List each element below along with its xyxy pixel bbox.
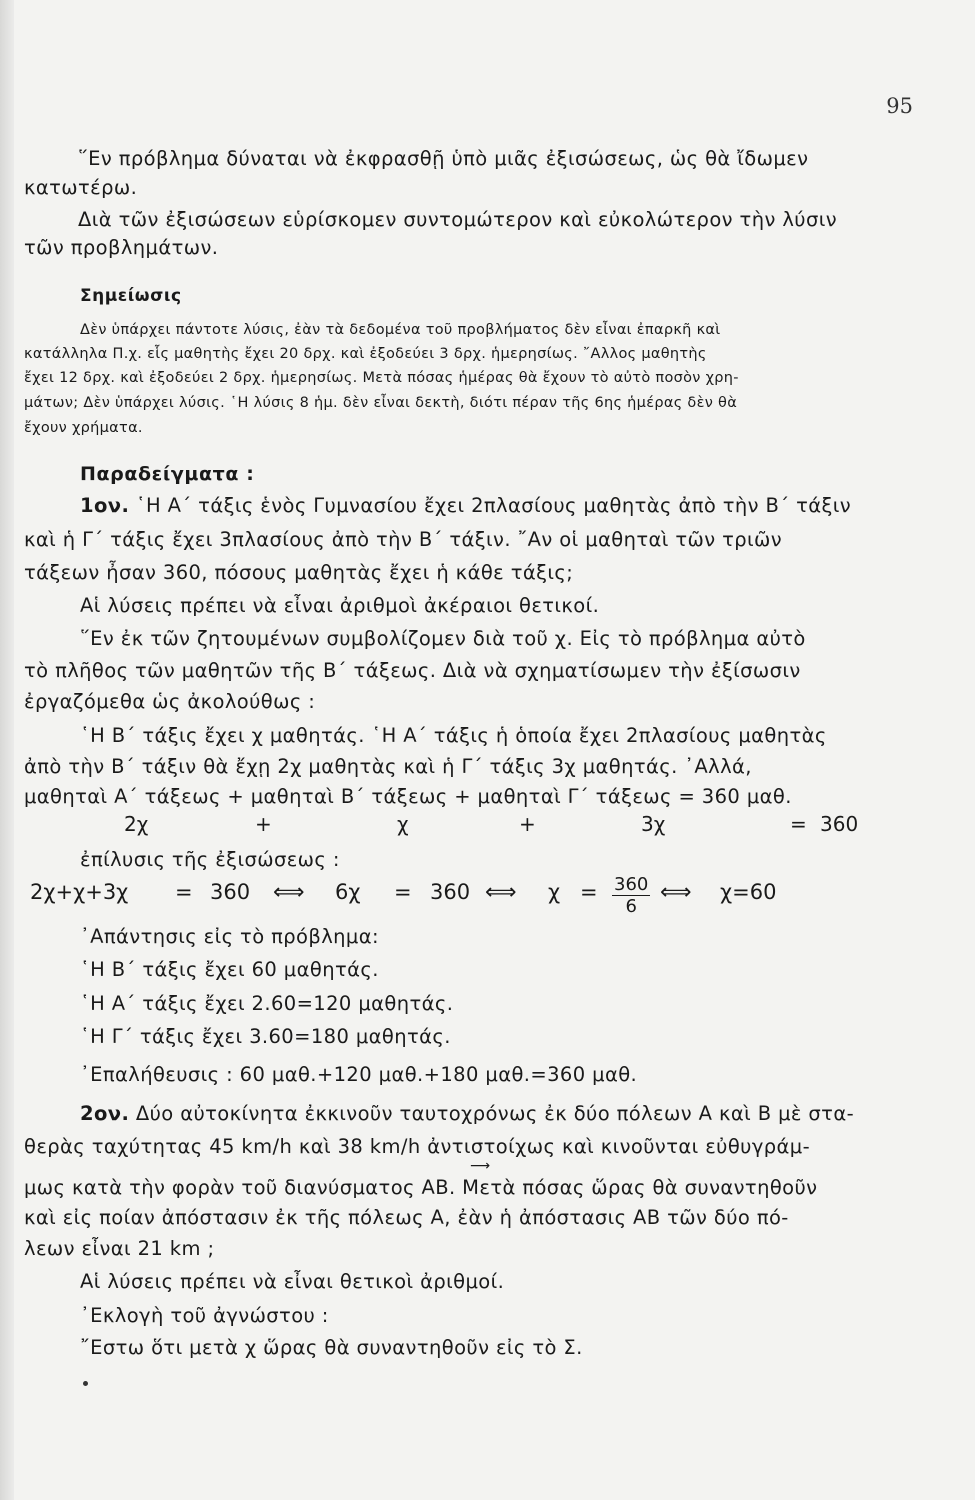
example-1-line-9: ἀπὸ τὴν Β΄ τάξιν θὰ ἔχῃ 2χ μαθητὰς καὶ ἡ Γ΄ τάξις 3χ μαθητάς. ᾿Αλλά, — [24, 755, 752, 778]
answer-line-c: ῾Η Γ΄ τάξις ἔχει 3.60=180 μαθητάς. — [80, 1025, 451, 1048]
solve-eq-1: = — [175, 880, 193, 904]
eq-term-2x: 2χ — [124, 812, 149, 836]
example-2-line-4: καὶ εἰς ποίαν ἀπόστασιν ἐκ τῆς πόλεως Α, ἐὰν ἡ ἀπόστασις ΑΒ τῶν δύο πό- — [24, 1206, 789, 1229]
page-number: 95 — [886, 94, 913, 118]
example-1-label: 1ον. — [80, 494, 130, 517]
eq-term-x: χ — [397, 812, 409, 836]
equiv-arrow-1: ⟺ — [273, 880, 305, 905]
example-1-line-3: τάξεων ἦσαν 360, πόσους μαθητὰς ἔχει ἡ κάθε τάξις; — [24, 561, 574, 584]
example-2-line-8: ῎Εστω ὅτι μετὰ χ ὥρας θὰ συναντηθοῦν εἰς τὸ Σ. — [80, 1336, 583, 1359]
eq-value-360: 360 — [820, 812, 859, 836]
answer-line-a: ῾Η Α΄ τάξις ἔχει 2.60=120 μαθητάς. — [80, 992, 454, 1015]
answer-heading: ᾿Απάντησις εἰς τὸ πρόβλημα: — [80, 925, 379, 948]
equation-row — [30, 812, 920, 852]
note-line-4: μάτων; Δὲν ὑπάρχει λύσις. ῾Η λύσις 8 ἡμ. δὲν εἶναι δεκτὴ, διότι πέραν τῆς 6ης ἡμέρας δὲν θὰ — [24, 395, 738, 411]
solve-eq-2: = — [394, 880, 412, 904]
solve-360-2: 360 — [430, 880, 471, 904]
eq-plus-1: + — [255, 812, 272, 836]
vector-arrow-icon: ⟶ — [470, 1158, 491, 1174]
solve-eq-3: = — [580, 880, 598, 904]
solve-6x: 6χ — [335, 880, 361, 904]
note-line-1: Δὲν ὑπάρχει πάντοτε λύσις, ἐὰν τὰ δεδομένα τοῦ προβλήματος δὲν εἶναι ἐπαρκῆ καὶ — [80, 322, 721, 338]
verification-line: ᾿Επαλήθευσις : 60 μαθ.+120 μαθ.+180 μαθ.=360 μαθ. — [80, 1063, 638, 1086]
stray-dot — [83, 1381, 88, 1386]
fraction-denominator: 6 — [625, 896, 637, 917]
example-1-line-7: ἐργαζόμεθα ὡς ἀκολούθως : — [24, 690, 316, 713]
note-heading: Σημείωσις — [80, 286, 182, 306]
solve-result: χ=60 — [720, 880, 777, 904]
answer-line-b: ῾Η Β΄ τάξις ἔχει 60 μαθητάς. — [80, 958, 379, 981]
example-1-line-5: ῞Εν ἐκ τῶν ζητουμένων συμβολίζομεν διὰ τοῦ χ. Εἰς τὸ πρόβλημα αὐτὸ — [80, 627, 806, 650]
example-2-line-6: Αἱ λύσεις πρέπει νὰ εἶναι θετικοὶ ἀριθμοί. — [80, 1270, 505, 1293]
example-1-line-2: καὶ ἡ Γ΄ τάξις ἔχει 3πλασίους ἀπὸ τὴν Β΄ τάξιν. ῎Αν οἱ μαθηταὶ τῶν τριῶν — [24, 528, 783, 551]
example-1-line-10: μαθηταὶ Α΄ τάξεως + μαθηταὶ Β΄ τάξεως + μαθηταὶ Γ΄ τάξεως = 360 μαθ. — [24, 785, 792, 808]
intro-line-3: Διὰ τῶν ἐξισώσεων εὑρίσκομεν συντομώτερον καὶ εὐκολώτερον τὴν λύσιν — [78, 208, 838, 231]
eq-term-3x: 3χ — [641, 812, 666, 836]
equiv-arrow-2: ⟺ — [485, 880, 517, 905]
example-1-line-4: Αἱ λύσεις πρέπει νὰ εἶναι ἀριθμοὶ ἀκέραιοι θετικοί. — [80, 594, 600, 617]
solve-x: χ — [548, 880, 561, 904]
example-2-line-7: ᾿Εκλογὴ τοῦ ἀγνώστου : — [80, 1304, 329, 1327]
example-1-line-1: 1ον. ῾Η Α΄ τάξις ἑνὸς Γυμνασίου ἔχει 2πλασίους μαθητὰς ἀπὸ τὴν Β΄ τάξιν — [80, 494, 852, 517]
example-1-line-6: τὸ πλῆθος τῶν μαθητῶν τῆς Β΄ τάξεως. Διὰ νὰ σχηματίσωμεν τὴν ἐξίσωσιν — [24, 659, 801, 682]
solve-row — [30, 874, 920, 920]
intro-line-1: ῞Εν πρόβλημα δύναται νὰ ἐκφρασθῇ ὑπὸ μιᾶς ἐξισώσεως, ὡς θὰ ἴδωμεν — [78, 147, 809, 170]
example-2-line-1: 2ον. Δύο αὐτοκίνητα ἐκκινοῦν ταυτοχρόνως ἐκ δύο πόλεων Α καὶ Β μὲ στα- — [80, 1102, 855, 1125]
example-2-label: 2ον. — [80, 1102, 130, 1125]
example-1-line-8: ῾Η Β΄ τάξις ἔχει χ μαθητάς. ῾Η Α΄ τάξις ἡ ὁποία ἔχει 2πλασίους μαθητὰς — [80, 724, 827, 747]
example-2-line-2: θερὰς ταχύτητας 45 km/h καὶ 38 km/h ἀντιστοίχως καὶ κινοῦνται εὐθυγράμ- — [24, 1135, 811, 1158]
example-2-line-3: μως κατὰ τὴν φορὰν τοῦ διανύσματος ΑΒ. Μετὰ πόσας ὥρας θὰ συναντηθοῦν — [24, 1176, 818, 1199]
intro-line-4: τῶν προβλημάτων. — [24, 236, 219, 259]
intro-line-2: κατωτέρω. — [24, 176, 138, 199]
eq-plus-2: + — [519, 812, 536, 836]
fraction-360-over-6 — [612, 874, 650, 917]
eq-equals: = — [790, 812, 807, 836]
examples-heading: Παραδείγματα : — [80, 463, 255, 485]
equiv-arrow-3: ⟺ — [660, 880, 692, 905]
page-spine — [0, 0, 14, 1500]
solve-360-1: 360 — [210, 880, 251, 904]
note-line-5: ἔχουν χρήματα. — [24, 420, 143, 436]
note-line-3: ἔχει 12 δρχ. καὶ ἐξοδεύει 2 δρχ. ἡμερησίως. Μετὰ πόσας ἡμέρας θὰ ἔχουν τὸ αὐτὸ ποσὸν χρη- — [24, 370, 739, 386]
fraction-numerator: 360 — [614, 874, 649, 895]
solve-label: ἐπίλυσις τῆς ἐξισώσεως : — [80, 848, 340, 871]
note-line-2: κατάλληλα Π.χ. εἷς μαθητὴς ἔχει 20 δρχ. καὶ ἐξοδεύει 3 δρχ. ἡμερησίως. ῎Αλλος μαθητὴς — [24, 346, 707, 362]
solve-lhs: 2χ+χ+3χ — [30, 880, 129, 904]
example-2-line-5: λεων εἶναι 21 km ; — [24, 1237, 215, 1260]
